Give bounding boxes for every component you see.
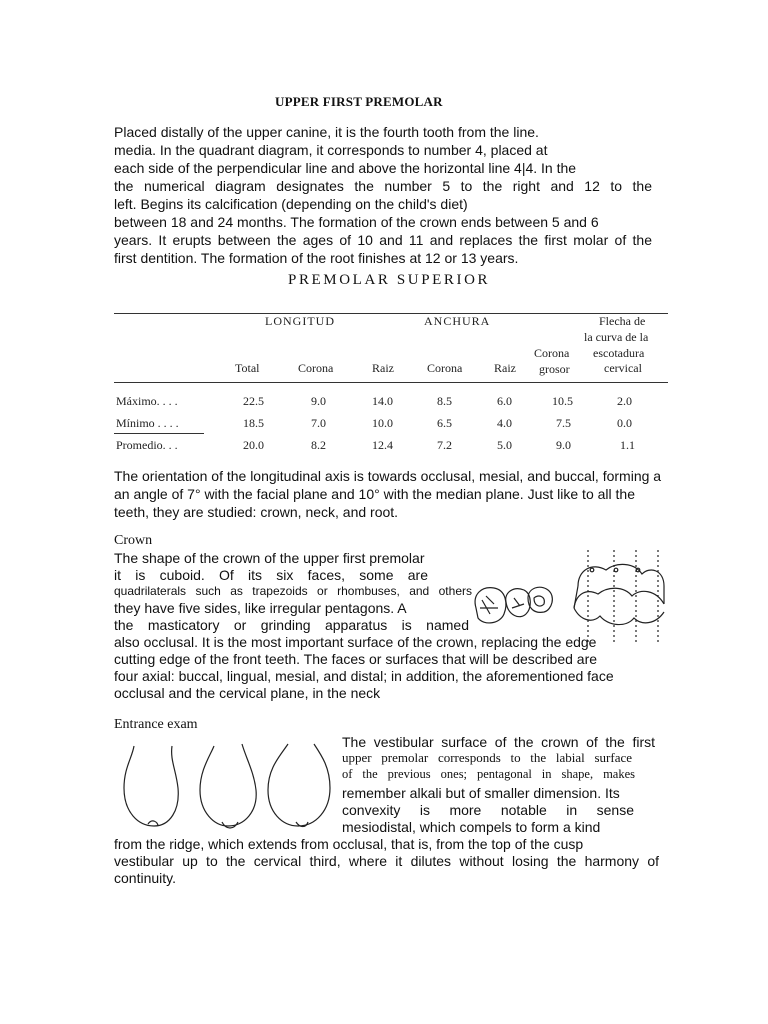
row-label: Mínimo . . . . <box>116 416 179 430</box>
table-cell: 7.5 <box>556 416 571 430</box>
table-cell: 5.0 <box>497 438 512 452</box>
upper-crowns-outline <box>578 564 664 586</box>
crown-line: the masticatory or grinding apparatus is named <box>114 617 469 633</box>
page-title: UPPER FIRST PREMOLAR <box>275 94 443 109</box>
marker <box>614 568 618 572</box>
crown-line: they have five sides, like irregular pentagons. A <box>114 600 407 616</box>
marker <box>590 568 594 572</box>
exam-line: of the previous ones; pentagonal in shape, makes <box>342 767 635 781</box>
table-header-rule <box>114 382 668 383</box>
table-cell: 4.0 <box>497 416 512 430</box>
crown-line: The shape of the crown of the upper first premolar <box>114 550 425 566</box>
column-header: Corona <box>427 361 463 375</box>
intro-line: between 18 and 24 months. The formation of the crown ends between 5 and 6 <box>114 214 599 230</box>
occlusal-outline <box>475 588 506 623</box>
intro-line: the numerical diagram designates the number 5 to the right and 12 to the <box>114 178 652 194</box>
table-cell: 6.5 <box>437 416 452 430</box>
table-cell: 9.0 <box>556 438 571 452</box>
crown-outline <box>124 746 178 826</box>
header-flecha-line: cervical <box>604 361 642 375</box>
crown-line: four axial: buccal, lingual, mesial, and distal; in addition, the aforementioned face <box>114 668 614 684</box>
exam-line: continuity. <box>114 870 176 886</box>
intro-line: Placed distally of the upper canine, it is the fourth tooth from the line. <box>114 124 539 140</box>
table-cell: 8.2 <box>311 438 326 452</box>
crown-heading: Crown <box>114 533 153 548</box>
vestibular-crowns-illustration <box>118 738 340 833</box>
table-cell: 18.5 <box>243 416 264 430</box>
exam-line: remember alkali but of smaller dimension. Its <box>342 785 620 801</box>
orientation-line: teeth, they are studied: crown, neck, and root. <box>114 504 399 520</box>
column-header: Total <box>235 361 260 375</box>
orientation-line: an angle of 7° with the facial plane and 10° with the median plane. Just like to all the <box>114 486 635 502</box>
exam-line: from the ridge, which extends from occlusal, that is, from the top of the cusp <box>114 836 584 852</box>
table-cell: 7.2 <box>437 438 452 452</box>
table-title: PREMOLAR SUPERIOR <box>288 272 491 288</box>
cusp-tip <box>222 822 238 828</box>
row-label: Promedio. . . <box>116 438 178 452</box>
occlusal-outline <box>528 587 552 612</box>
table-cell: 20.0 <box>243 438 264 452</box>
intro-line: first dentition. The formation of the root finishes at 12 or 13 years. <box>114 250 519 266</box>
crown-line: cutting edge of the front teeth. The faces or surfaces that will be described are <box>114 651 598 667</box>
orientation-line: The orientation of the longitudinal axis is towards occlusal, mesial, and buccal, forming a <box>114 468 662 484</box>
occlusal-fissures <box>480 596 498 614</box>
header-anchura: ANCHURA <box>424 314 491 328</box>
table-cell: 7.0 <box>311 416 326 430</box>
table-cell: 12.4 <box>372 438 393 452</box>
table-cell: 10.0 <box>372 416 393 430</box>
occlusal-teeth-illustration <box>468 548 668 648</box>
intro-line: media. In the quadrant diagram, it corresponds to number 4, placed at <box>114 142 548 158</box>
table-cell: 2.0 <box>617 394 632 408</box>
row-rule <box>114 433 204 434</box>
exam-line: mesiodistal, which compels to form a kind <box>342 819 601 835</box>
column-header: Raiz <box>372 361 394 375</box>
header-corona-grosor-line: Corona <box>534 346 570 360</box>
table-cell: 10.5 <box>552 394 573 408</box>
exam-line: vestibular up to the cervical third, where it dilutes without losing the harmony of <box>114 853 659 869</box>
crown-line: quadrilaterals such as trapezoids or rhombuses, and others <box>114 584 472 598</box>
table-cell: 14.0 <box>372 394 393 408</box>
exam-line: convexity is more notable in sense <box>342 802 634 818</box>
crown-outline <box>200 744 256 826</box>
header-flecha-line: escotadura <box>593 346 645 360</box>
crown-line: it is cuboid. Of its six faces, some are <box>114 567 428 583</box>
intro-line: each side of the perpendicular line and above the horizontal line 4|4. In the <box>114 160 577 176</box>
crown-line: also occlusal. It is the most important surface of the crown, replacing the edge <box>114 634 597 650</box>
exam-line: The vestibular surface of the crown of the first <box>342 734 655 750</box>
occlusal-fissures <box>512 598 524 608</box>
intro-line: years. It erupts between the ages of 10 and 11 and replaces the first molar of the <box>114 232 652 248</box>
table-cell: 0.0 <box>617 416 632 430</box>
crown-line: occlusal and the cervical plane, in the neck <box>114 685 381 701</box>
header-flecha-line: la curva de la <box>584 330 649 344</box>
intro-line: left. Begins its calcification (depending on the child's diet) <box>114 196 468 212</box>
column-header: Corona <box>298 361 334 375</box>
column-header: Raiz <box>494 361 516 375</box>
table-cell: 8.5 <box>437 394 452 408</box>
table-cell: 6.0 <box>497 394 512 408</box>
crown-outline <box>268 744 330 826</box>
exam-heading: Entrance exam <box>114 717 198 732</box>
row-label: Máximo. . . . <box>116 394 178 408</box>
table-cell: 1.1 <box>620 438 635 452</box>
occlusal-fissures <box>534 596 544 606</box>
header-corona-grosor-line: grosor <box>539 362 570 376</box>
header-longitud: LONGITUD <box>265 314 335 328</box>
table-cell: 22.5 <box>243 394 264 408</box>
exam-line: upper premolar corresponds to the labial surface <box>342 750 632 765</box>
table-top-rule <box>114 313 668 314</box>
table-cell: 9.0 <box>311 394 326 408</box>
header-flecha-line: Flecha de <box>599 314 646 328</box>
